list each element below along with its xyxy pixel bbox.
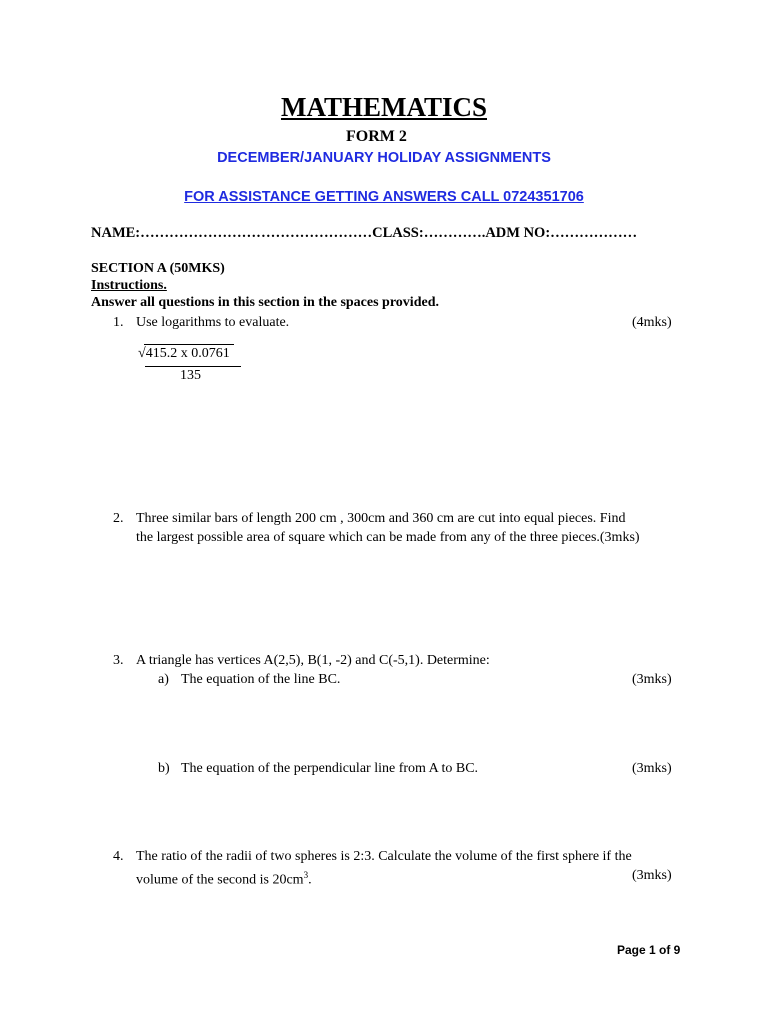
question-marks: (3mks) [632, 868, 672, 883]
page-number: Page 1 of 9 [617, 943, 681, 957]
student-fields: NAME:…………………………………………CLASS:………….ADM NO:……………… [91, 225, 638, 241]
section-title: SECTION A (50MKS) [91, 261, 225, 276]
fraction-bar [145, 366, 241, 367]
question-number: 1. [113, 315, 124, 330]
fraction-denominator: 135 [180, 368, 201, 383]
assignment-heading: DECEMBER/JANUARY HOLIDAY ASSIGNMENTS [217, 150, 551, 166]
radical-sign: √ [138, 346, 146, 361]
fraction-numerator: 415.2 x 0.0761 [145, 346, 230, 361]
question-text: Use logarithms to evaluate. [136, 315, 290, 330]
part-text: The equation of the perpendicular line from A to BC. [181, 761, 479, 776]
question-text-main: volume of the second is 20cm [136, 872, 304, 888]
question-text-line-1: Three similar bars of length 200 cm , 300cm and 360 cm are cut into equal pieces. Find [136, 511, 626, 526]
question-text-line-2: the largest possible area of square which can be made from any of the three pieces.(3mks) [136, 530, 640, 545]
question-text-line-2 [136, 866, 312, 890]
superscript: 3 [303, 870, 309, 880]
part-label: a) [158, 672, 169, 687]
form-label: FORM 2 [346, 128, 407, 145]
contact-heading: FOR ASSISTANCE GETTING ANSWERS CALL 0724351706 [184, 189, 584, 205]
question-number: 2. [113, 511, 124, 526]
part-label: b) [158, 761, 170, 776]
radical-expression [136, 346, 232, 363]
question-marks: (4mks) [632, 315, 672, 330]
instructions-text: Answer all questions in this section in the spaces provided. [91, 295, 439, 310]
document-title: MATHEMATICS [280, 92, 487, 122]
part-marks: (3mks) [632, 672, 672, 687]
instructions-label: Instructions. [91, 278, 167, 293]
question-text-line-1: The ratio of the radii of two spheres is 2:3. Calculate the volume of the first sphere if the [136, 849, 632, 864]
question-number: 4. [113, 849, 124, 864]
question-number: 3. [113, 653, 124, 668]
question-text: A triangle has vertices A(2,5), B(1, -2) and C(-5,1). Determine: [136, 653, 490, 668]
part-text: The equation of the line BC. [181, 672, 341, 687]
part-marks: (3mks) [632, 761, 672, 776]
question-text-end: . [308, 872, 312, 888]
